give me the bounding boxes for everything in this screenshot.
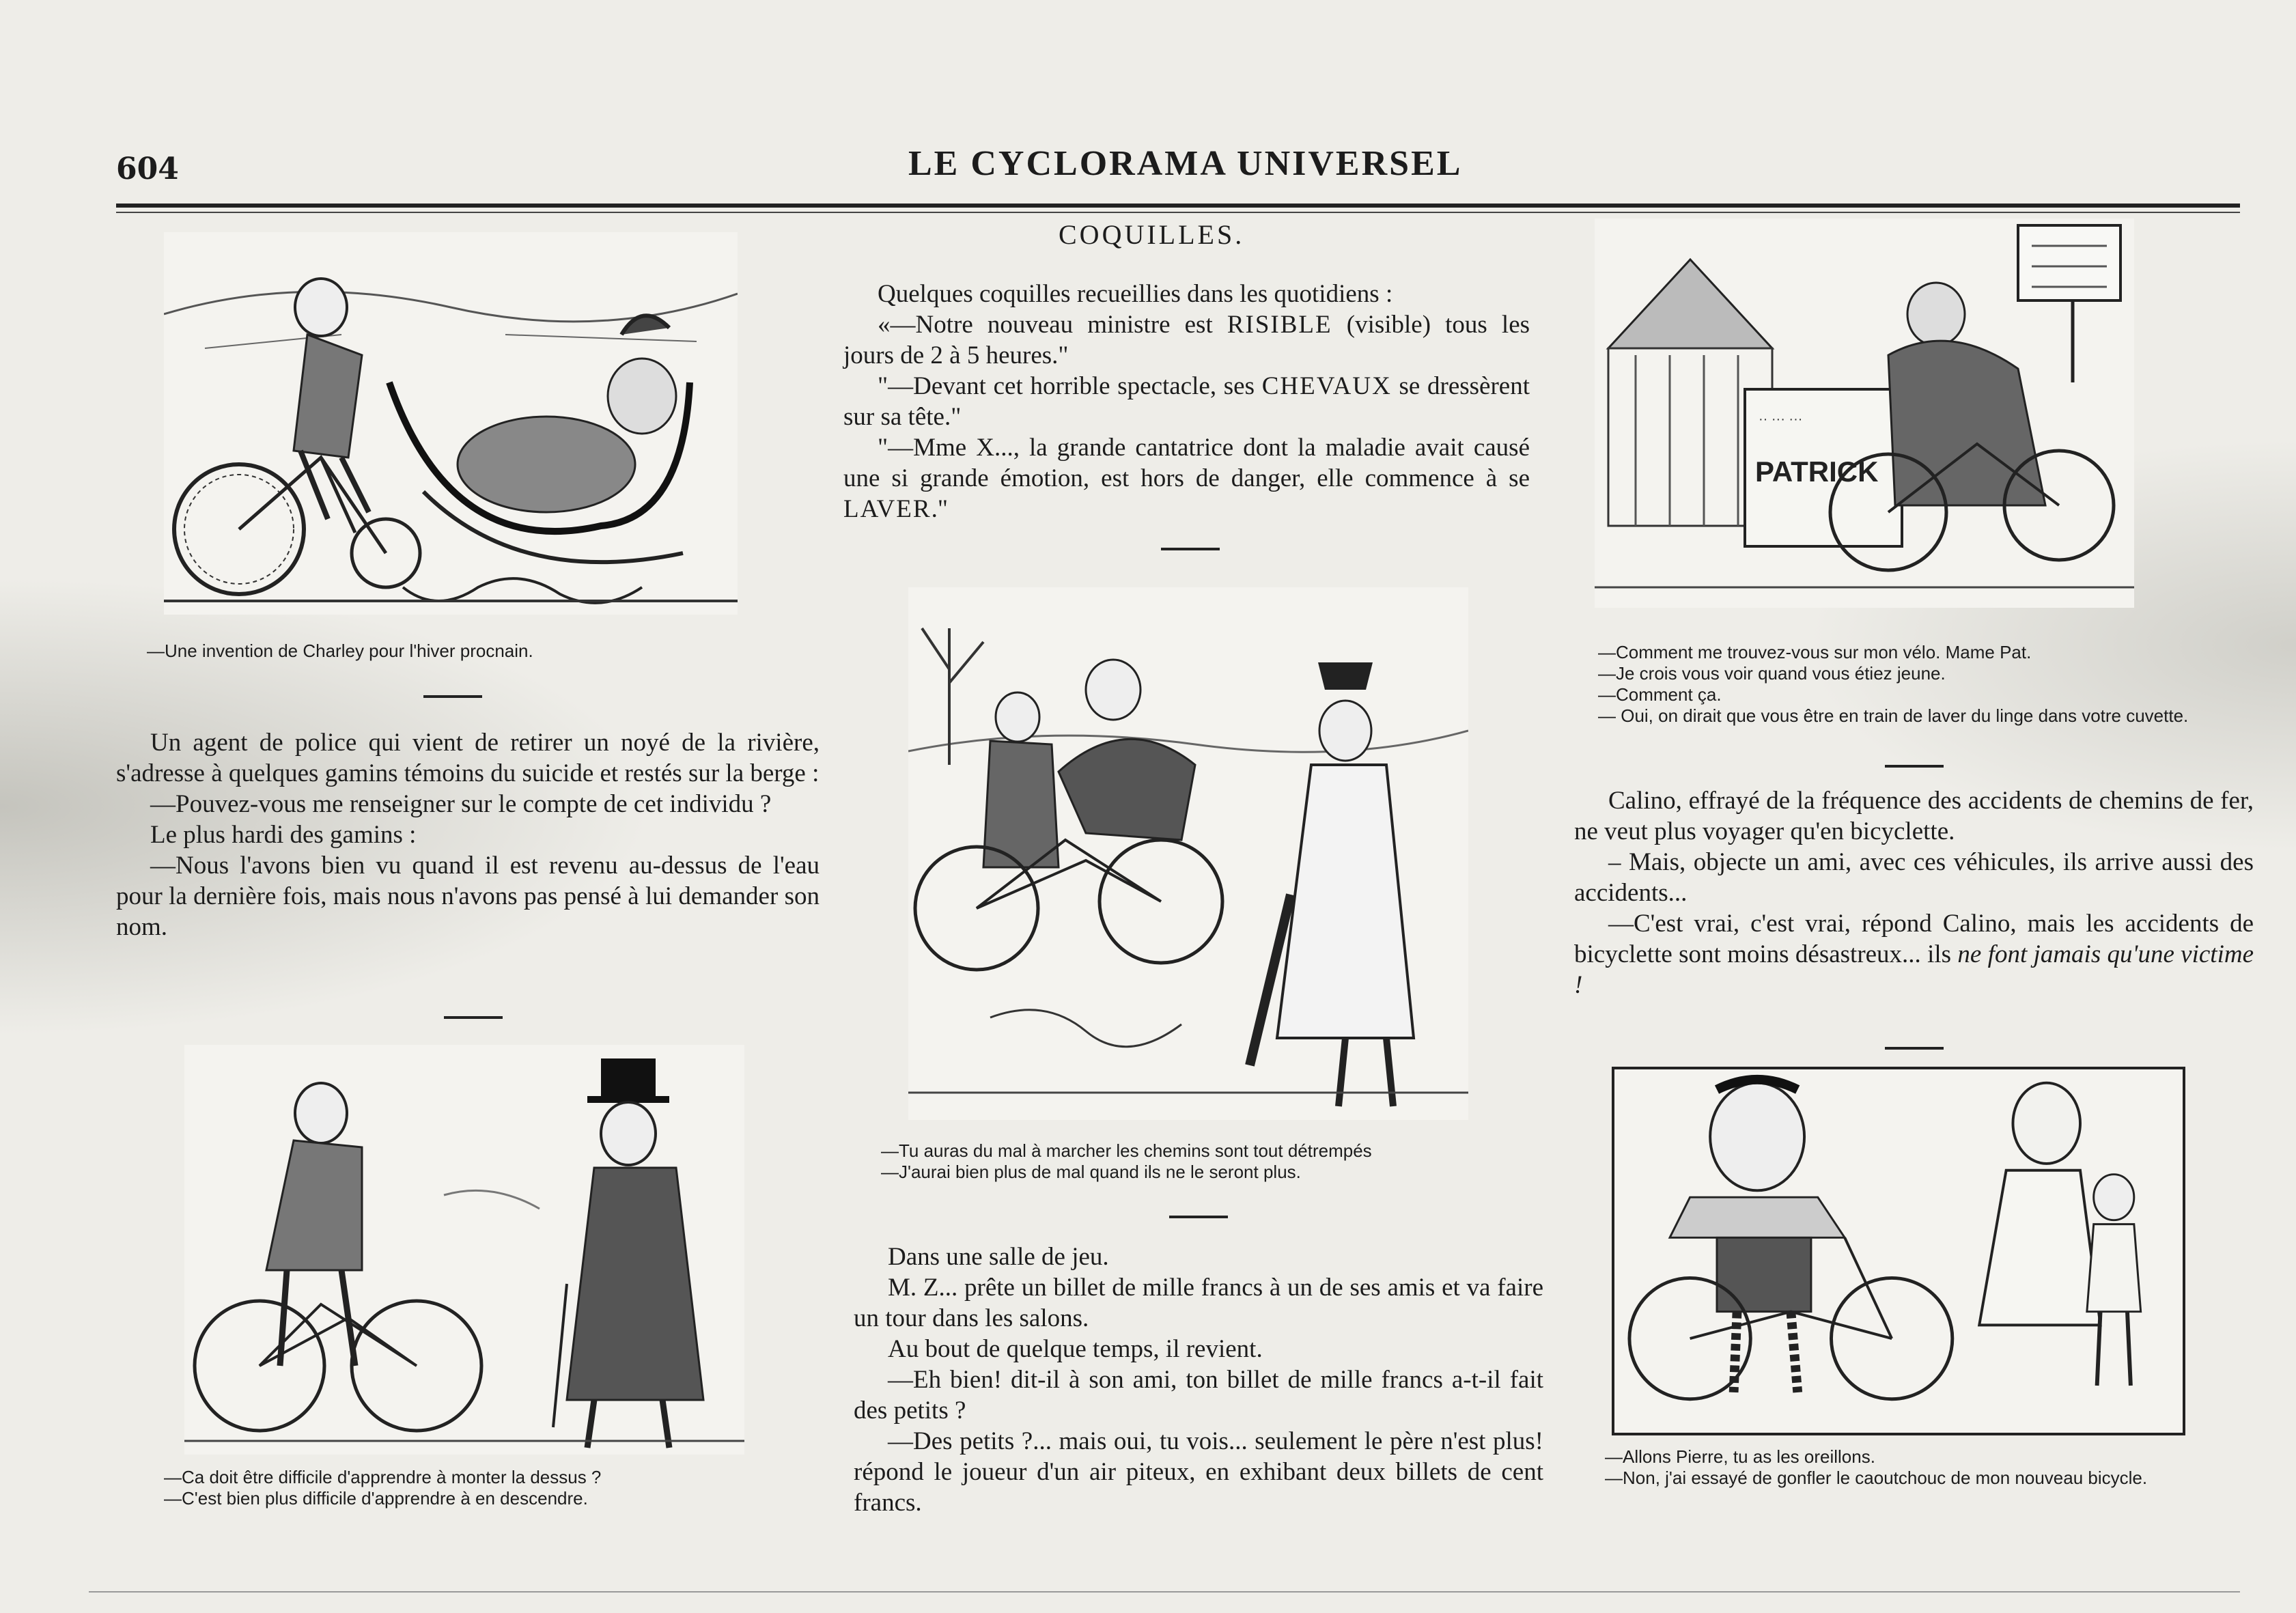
illustration-sleigh-bicycle [164, 232, 738, 615]
story-jeu-p1: Dans une salle de jeu. [888, 1243, 1109, 1271]
story-police-p4: —Nous l'avons bien vu quand il est revenu au-dessus de l'eau pour la dernière fois, mais nous n'avons pas pensé à lui demander son nom. [116, 852, 820, 941]
two-men-bicycle-drawing [184, 1045, 744, 1455]
coquille-3-word: LAVER [843, 495, 932, 523]
journal-title: LE CYCLORAMA UNIVERSEL [908, 144, 1463, 183]
illustration-pierre [1612, 1067, 2185, 1435]
story-calino-p1: Calino, effrayé de la fréquence des accidents de chemins de fer, ne veut plus voyager qu'en bicyclette. [1574, 787, 2254, 845]
coquilles-title: COQUILLES. [1059, 219, 1245, 250]
coquille-1-a: «—Notre nouveau ministre est [878, 311, 1213, 339]
sign-patrick: PATRICK [1755, 455, 1879, 488]
caption-pierre [1605, 1446, 2260, 1489]
page-number: 604 [116, 152, 179, 186]
caption-sleigh-line: —Une invention de Charley pour l'hiver procnain. [147, 641, 533, 661]
coquilles-text [843, 279, 1530, 524]
caption-two-men [164, 1467, 779, 1509]
coquilles-intro: Quelques coquilles recueillies dans les quotidiens : [878, 280, 1393, 308]
story-calino [1574, 785, 2254, 1000]
mame-pat-drawing [1595, 219, 2134, 608]
coquille-2-a: "—Devant cet horrible spectacle, ses [878, 372, 1255, 400]
caption-sleigh [147, 641, 761, 662]
coquille-1-word: RISIBLE [1227, 311, 1332, 339]
story-calino-p2: – Mais, objecte un ami, avec ces véhicules, ils arrive aussi des accidents... [1574, 848, 2254, 907]
separator-col1-a [423, 695, 482, 698]
caption-pat-line2: —Je crois vous voir quand vous étiez jeune. [1598, 663, 1946, 684]
separator-col3-a [1885, 765, 1944, 768]
caption-pat-line1: —Comment me trouvez-vous sur mon vélo. Mame Pat. [1598, 642, 2032, 662]
caption-pierre-line1: —Allons Pierre, tu as les oreillons. [1605, 1446, 1875, 1467]
header-rule-thin [116, 212, 2240, 213]
story-jeu-p4: —Eh bien! dit-il à son ami, ton billet de mille francs a-t-il fait des petits ? [854, 1366, 1543, 1425]
story-jeu-p5: —Des petits ?... mais oui, tu vois... seulement le père n'est plus! répond le joueur d'un air piteux, en exhibant deux billets de cent francs. [854, 1427, 1543, 1517]
pierre-drawing [1614, 1069, 2183, 1433]
notice-text: ·· ··· ··· [1759, 412, 1803, 427]
separator-col2-b [1169, 1216, 1228, 1218]
story-police-p3: Le plus hardi des gamins : [150, 821, 417, 849]
story-jeu-p2: M. Z... prête un billet de mille francs à un de ses amis et va faire un tour dans les salons. [854, 1274, 1543, 1332]
mud-road-drawing [908, 587, 1468, 1120]
coquille-2 [843, 371, 1530, 432]
caption-mud-line1: —Tu auras du mal à marcher les chemins sont tout détrempés [881, 1140, 1372, 1161]
illustration-mud-road [908, 587, 1468, 1120]
caption-pat-line3: —Comment ça. [1598, 684, 1722, 705]
illustration-two-men-bicycle [184, 1045, 744, 1455]
coquille-3-a: "—Mme X..., la grande cantatrice dont la maladie avait causé une si grande émotion, est hors de danger, elle commence à se [843, 434, 1530, 492]
coquille-2-b: se dressèrent sur sa tête." [843, 372, 1530, 431]
header-rule [116, 204, 2240, 208]
illustration-mame-pat [1595, 219, 2134, 608]
footer-rule [89, 1591, 2240, 1593]
caption-pat-line4: — Oui, on dirait que vous être en train de laver du linge dans votre cuvette. [1598, 705, 2189, 726]
story-calino-p3a: —C'est vrai, c'est vrai, répond Calino, mais les accidents de bicyclette sont moins désastreux... ils [1574, 910, 2254, 968]
caption-mud-line2: —J'aurai bien plus de mal quand ils ne le seront plus. [881, 1162, 1301, 1182]
story-police [116, 727, 820, 942]
story-calino-p3b: ne font jamais qu'une victime ! [1574, 940, 2254, 999]
coquille-3 [843, 432, 1530, 524]
coquille-2-word: CHEVAUX [1261, 372, 1392, 400]
story-jeu-p3: Au bout de quelque temps, il revient. [888, 1335, 1263, 1363]
caption-pat [1598, 642, 2240, 727]
story-police-p2: —Pouvez-vous me renseigner sur le compte de cet individu ? [150, 790, 772, 818]
separator-col1-b [444, 1016, 503, 1019]
caption-two-men-line2: —C'est bien plus difficile d'apprendre à en descendre. [164, 1488, 588, 1509]
coquille-1-b: (visible) tous les jours de 2 à 5 heures." [843, 311, 1530, 369]
caption-mud [881, 1140, 1537, 1183]
story-police-p1: Un agent de police qui vient de retirer un noyé de la rivière, s'adresse à quelques gamins témoins du suicide et restés sur la berge : [116, 729, 820, 787]
story-calino-p3 [1574, 908, 2254, 1000]
story-jeu [854, 1242, 1543, 1518]
caption-pierre-line2: —Non, j'ai essayé de gonfler le caoutchouc de mon nouveau bicycle. [1605, 1468, 2148, 1488]
separator-col2-a [1161, 548, 1220, 550]
caption-two-men-line1: —Ca doit être difficile d'apprendre à monter la dessus ? [164, 1467, 602, 1487]
coquille-1 [843, 309, 1530, 371]
separator-col3-b [1885, 1047, 1944, 1050]
coquille-3-b: ." [931, 495, 948, 523]
sleigh-bicycle-drawing [164, 232, 738, 615]
